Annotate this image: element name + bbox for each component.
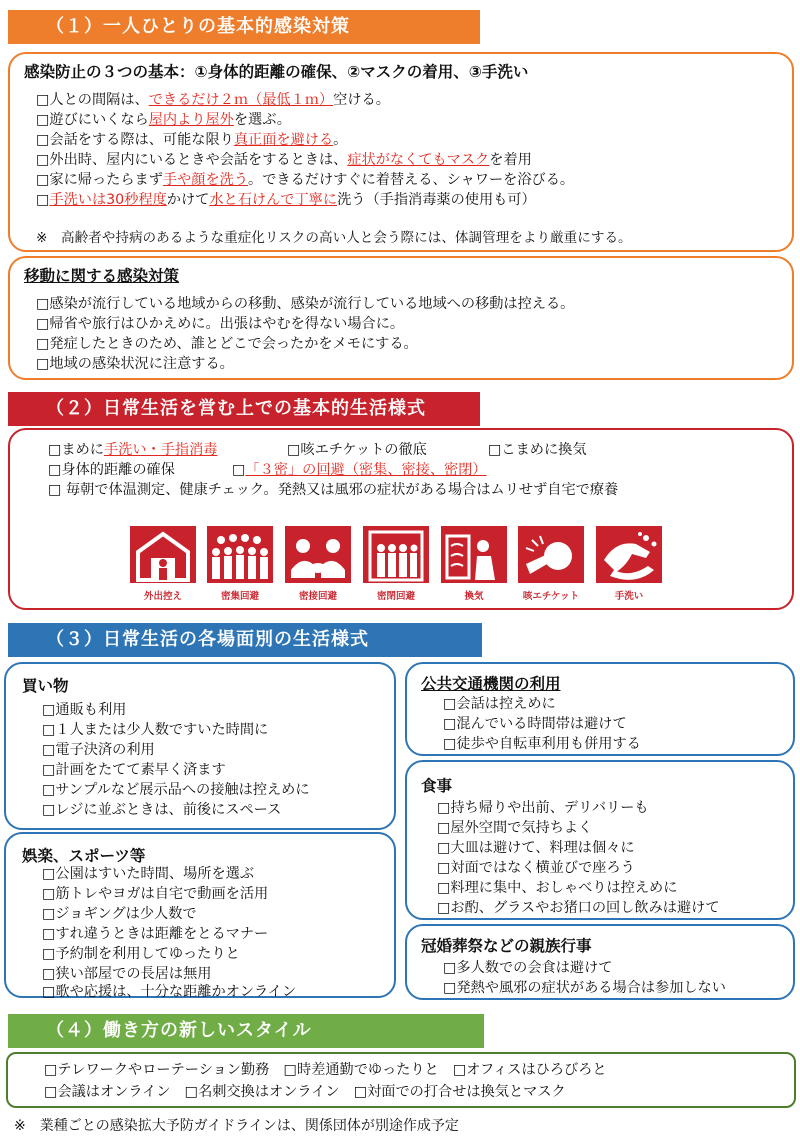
crowd-avoid-icon-cell: [207, 526, 273, 602]
list-item: □狭い部屋での長居は無用: [42, 966, 212, 982]
text: を選ぶ。: [233, 112, 291, 128]
work-style-box: [6, 1052, 796, 1108]
ceremony-title: 冠婚葬祭などの親族行事: [421, 937, 592, 955]
list-item: □１人または少人数ですいた時間に: [42, 722, 269, 738]
list-item: □屋外空間で気持ちよく: [437, 820, 593, 836]
list-item: □持ち帰りや出前、デリバリーも: [437, 800, 649, 816]
close-contact-avoid-icon-cell: [285, 526, 351, 602]
section3-header: （３）日常生活の各場面別の生活様式: [8, 623, 482, 657]
text: □: [36, 192, 50, 208]
transit-title: 公共交通機関の利用: [421, 675, 561, 693]
daily-row-3: □ 毎朝で体温測定、健康チェック。発熱又は風邪の症状がある場合はムリせず自宅で療養: [48, 482, 619, 498]
crowd-avoid-icon: [207, 526, 273, 583]
meals-box: [405, 760, 795, 920]
text: 。できるだけすぐに着替える、シャワーを浴びる。: [248, 172, 575, 188]
list-item: □電子決済の利用: [42, 742, 155, 758]
basic-item-6: [36, 190, 536, 210]
text: を着用: [489, 152, 532, 168]
text: □遊びにいくなら: [36, 112, 149, 128]
daily-row-1c: □こまめに換気: [488, 442, 587, 458]
closed-space-avoid-icon-cell: [363, 526, 429, 602]
text: 洗う（手指消毒薬の使用も可）: [337, 192, 536, 208]
list-item: □筋トレやヨガは自宅で動画を活用: [42, 886, 269, 902]
text: □外出時、屋内にいるときや会話をするときは、: [36, 152, 348, 168]
daily-row-1: [48, 440, 217, 460]
text: □会話をする際は、可能な限り: [36, 132, 234, 148]
list-item: □多人数での会食は避けて: [443, 960, 613, 976]
list-item: □会話は控えめに: [443, 696, 556, 712]
highlight: 水と石けんで丁寧に: [209, 192, 338, 208]
shopping-title: 買い物: [22, 677, 69, 695]
highlight: 屋内より屋外: [148, 112, 234, 128]
highlight: 「３密」の回避（密集、密接、密閉）: [245, 462, 487, 478]
icon-label: 手洗い: [614, 591, 644, 602]
list-item: □感染が流行している地域からの移動、感染が流行している地域への移動は控える。: [36, 296, 575, 312]
daily-row-1b: □咳エチケットの徹底: [287, 442, 427, 458]
icon-label: 密集回避: [220, 591, 259, 602]
basic-item-2: [36, 110, 291, 130]
list-item: □すれ違うときは距離をとるマナー: [42, 926, 269, 942]
list-item: □発熱や風邪の症状がある場合は参加しない: [443, 980, 726, 996]
stay-home-icon: [130, 526, 196, 583]
closed-space-avoid-icon: [363, 526, 429, 583]
shopping-box: [4, 662, 396, 830]
text: □まめに: [48, 442, 104, 458]
work-row-2: □会議はオンライン □名刺交換はオンライン □対面での打合せは換気とマスク: [44, 1084, 566, 1100]
list-item: □通販も利用: [42, 702, 127, 718]
cough-etiquette-icon: [518, 526, 584, 583]
icon-label: 咳エチケット: [522, 591, 580, 602]
text: □家に帰ったらまず: [36, 172, 163, 188]
elderly-note: ※ 高齢者や持病のあるような重症化リスクの高い人と会う際には、体調管理をより厳重にする。: [36, 230, 632, 246]
ventilation-icon: [441, 526, 507, 583]
leisure-title: 娯楽、スポーツ等: [22, 847, 146, 865]
list-item: □料理に集中、おしゃべりは控えめに: [437, 880, 678, 896]
list-item: □予約制を利用してゆったりと: [42, 946, 240, 962]
list-item: □大皿は避けて、料理は個々に: [437, 840, 635, 856]
basic-item-1: [36, 90, 390, 110]
section4-header: （４）働き方の新しいスタイル: [8, 1014, 484, 1048]
list-item: □サンプルなど展示品への接触は控えめに: [42, 782, 310, 798]
text: 。: [333, 132, 348, 148]
ventilation-icon-cell: [441, 526, 507, 602]
highlight: 真正面を避ける: [233, 132, 334, 148]
basic-item-3: [36, 130, 347, 150]
travel-measures-title: 移動に関する感染対策: [24, 267, 180, 285]
section2-header: （２）日常生活を営む上での基本的生活様式: [8, 392, 480, 426]
daily-row-2: □身体的距離の確保: [48, 462, 175, 478]
stay-home-icon-cell: [130, 526, 196, 602]
highlight: 手洗いは30秒程度: [49, 192, 167, 208]
highlight: 手洗い・手指消毒: [103, 442, 218, 458]
text: □人との間隔は、: [36, 92, 149, 108]
daily-row-2b: [232, 460, 487, 480]
basic-item-5: [36, 170, 574, 190]
cough-etiquette-icon-cell: [518, 526, 584, 602]
list-item: □地域の感染状況に注意する。: [36, 356, 234, 372]
icon-label: 密接回避: [298, 591, 337, 602]
list-item: □お酌、グラスやお猪口の回し飲みは避けて: [437, 900, 720, 916]
meals-title: 食事: [421, 777, 453, 795]
daily-life-box: [8, 428, 794, 610]
highlight: 症状がなくてもマスク: [347, 152, 490, 168]
list-item: □対面ではなく横並びで座ろう: [437, 860, 635, 876]
list-item: □混んでいる時間帯は避けて: [443, 716, 627, 732]
list-item: □レジに並ぶときは、前後にスペース: [42, 802, 282, 818]
close-contact-avoid-icon: [285, 526, 351, 583]
travel-measures-box: [8, 256, 794, 380]
list-item: □ジョギングは少人数で: [42, 906, 197, 922]
list-item: □計画をたてて素早く済ます: [42, 762, 226, 778]
basic-measures-box: [8, 52, 794, 252]
hand-wash-icon: [596, 526, 662, 583]
text: かけて: [166, 192, 210, 208]
hand-wash-icon-cell: [596, 526, 662, 602]
icon-label: 密閉回避: [376, 591, 415, 602]
text: □: [232, 462, 246, 478]
transit-box: [405, 662, 795, 756]
list-item: □歌や応援は、十分な距離かオンライン: [42, 984, 297, 1000]
list-item: □徒歩や自転車利用も併用する: [443, 736, 641, 752]
list-item: □発症したときのため、誰とどこで会ったかをメモにする。: [36, 336, 418, 352]
footer-note: ※ 業種ごとの感染拡大予防ガイドラインは、関係団体が別途作成予定: [14, 1118, 459, 1134]
list-item: □帰省や旅行はひかえめに。出張はやむを得ない場合に。: [36, 316, 405, 332]
icon-label: 外出控え: [143, 591, 182, 602]
leisure-box: [4, 832, 396, 998]
icon-label: 換気: [464, 591, 484, 602]
highlight: 手や顔を洗う: [162, 172, 249, 188]
list-item: □公園はすいた時間、場所を選ぶ: [42, 866, 255, 882]
basic-item-4: [36, 150, 532, 170]
section1-header: （１）一人ひとりの基本的感染対策: [8, 10, 480, 44]
work-row-1: □テレワークやローテーション勤務 □時差通勤でゆったりと □オフィスはひろびろと: [44, 1062, 607, 1078]
ceremony-box: [405, 924, 795, 1000]
basic-measures-title: 感染防止の３つの基本：①身体的距離の確保、②マスクの着用、③手洗い: [24, 63, 529, 81]
highlight: できるだけ２ｍ（最低１ｍ）: [148, 92, 334, 108]
text: 空ける。: [333, 92, 390, 108]
